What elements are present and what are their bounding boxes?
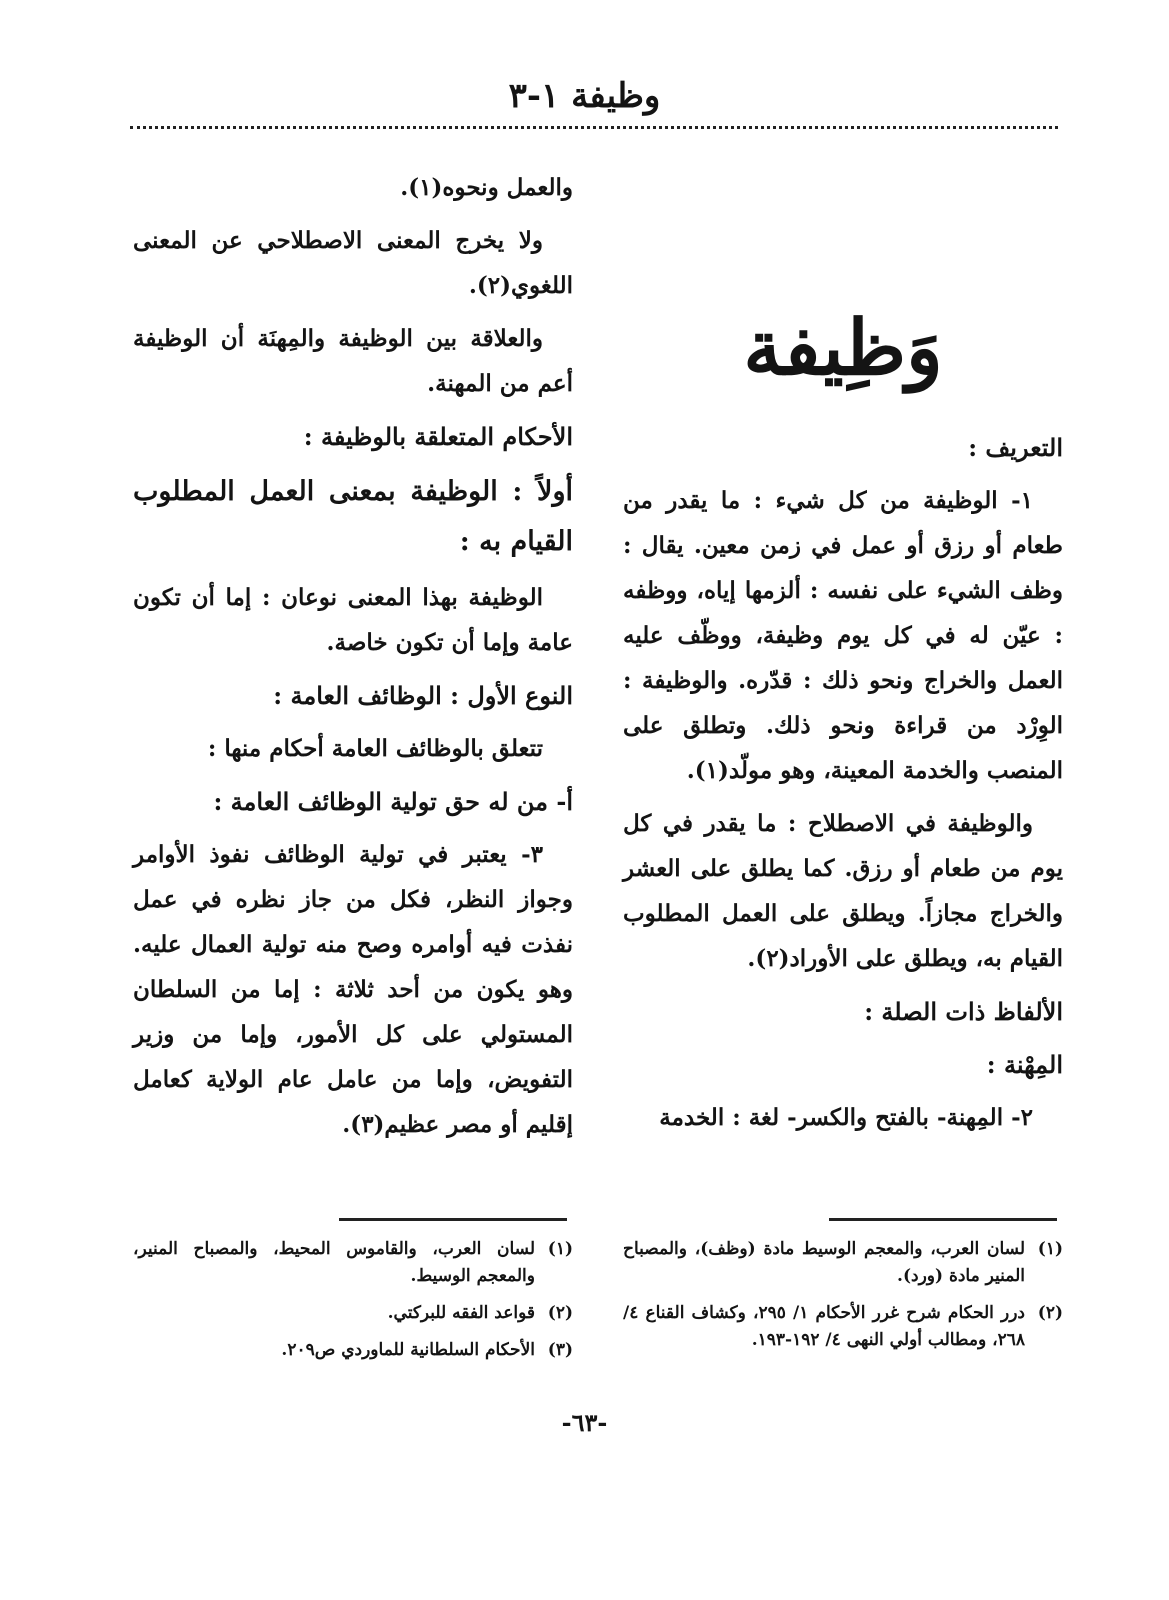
related-terms-heading: الألفاظ ذات الصلة : [864,997,1063,1026]
footnotes-right [623,1236,1063,1364]
page-number: -٦٣- [561,1408,608,1437]
footnote-text: الأحكام السلطانية للماوردي ص٢٠٩. [281,1340,535,1360]
types-paragraph: الوظيفة بهذا المعنى نوعان : إما أن تكون عامة وإما أن تكون خاصة. [133,584,573,656]
footnote [623,1300,1063,1354]
footnotes-left [133,1236,573,1374]
type-one-heading: النوع الأول : الوظائف العامة : [273,681,573,710]
relation-paragraph: والعلاقة بين الوظيفة والمِهنَة أن الوظيفة أعم من المهنة. [133,325,573,397]
right-column [623,165,1063,1148]
header-dotted-rule [130,126,1058,129]
footnote-number: (١) [1037,1239,1063,1259]
sub-heading-a: أ- من له حق تولية الوظائف العامة : [213,787,573,816]
footnote [133,1337,573,1364]
footnote-text: لسان العرب، والمعجم الوسيط مادة (وظف)، والمصباح المنير مادة (ورد). [623,1239,1025,1286]
rulings-heading: الأحكام المتعلقة بالوظيفة : [303,422,573,451]
footnote [133,1300,573,1327]
footnote-rule-right [829,1218,1057,1221]
left-column [133,165,573,1155]
footnote-number: (٣) [547,1340,573,1360]
footnote-number: (٢) [547,1303,573,1323]
footnote [133,1236,573,1290]
running-header: وظيفة ١-٣ [508,76,661,116]
rulings-intro-paragraph: تتعلق بالوظائف العامة أحكام منها : [207,735,543,762]
footnote [623,1236,1063,1290]
footnote-text: لسان العرب، والقاموس المحيط، والمصباح المنير، والمعجم الوسيط. [133,1239,535,1286]
footnote-text: قواعد الفقه للبركتي. [387,1303,535,1323]
continuation-paragraph: والعمل ونحوه(١). [400,174,573,201]
footnote-text: درر الحكام شرح غرر الأحكام ١/ ٢٩٥، وكشاف القناع ٤/ ٢٦٨، ومطالب أولي النهى ٤/ ١٩٢-١٩٣. [623,1303,1025,1350]
definition-paragraph: ١- الوظيفة من كل شيء : ما يقدر من طعام أو رزق أو عمل في زمن معين. يقال : وظف الشيء على نفسه : ألزمها إياه، ووظفه : عيّن له في كل يوم وظيفة، ووظّف عليه العمل والخراج ونحو ذلك : قدّره. والوظيفة : الوِرْد من قراءة ونحو ذلك. وتطلق على المنصب والخدمة المعينة، وهو مولّد(١). [623,487,1063,784]
first-section-heading: أولاً : الوظيفة بمعنى العمل المطلوب القيام به : [133,476,573,557]
footnote-rule-left [339,1218,567,1221]
footnote-number: (٢) [1037,1303,1063,1323]
terminology-paragraph: والوظيفة في الاصطلاح : ما يقدر في كل يوم من طعام أو رزق. كما يطلق على العشر والخراج مجازاً. ويطلق على العمل المطلوب القيام به، ويطلق على الأوراد(٢). [623,810,1063,972]
footnote-number: (١) [547,1239,573,1259]
appointment-paragraph: ٣- يعتبر في تولية الوظائف نفوذ الأوامر وجواز النظر، فكل من جاز نظره في عمل نفذت فيه أوامره وصح منه تولية العمال عليه. وهو يكون من أحد ثلاثة : إما من السلطان المستولي على كل الأمور، وإما من وزير التفويض، وإما من عامل عام الولاية كعامل إقليم أو مصر عظيم(٣). [133,841,573,1138]
meaning-paragraph: ولا يخرج المعنى الاصطلاحي عن المعنى اللغوي(٢). [133,227,573,299]
mihna-paragraph: ٢- المِهنة- بالفتح والكسر- لغة : الخدمة [659,1104,1033,1131]
entry-title: وَظِيفة [743,303,943,392]
definition-heading: التعريف : [968,433,1063,462]
mihna-heading: المِهْنة : [986,1050,1063,1079]
